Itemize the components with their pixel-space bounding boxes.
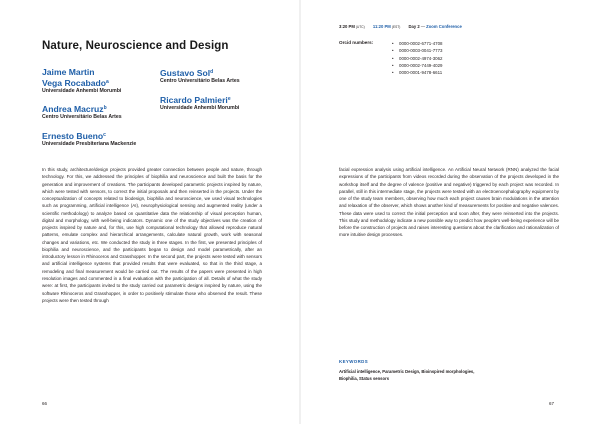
keywords-list: Artificial intelligence, Parametric Design, Bioinspired morphologies, Biophilia, Status sensors [339,369,475,381]
author-name: Ernesto Bueno$^c$ [42,131,106,141]
author-block-3 [42,130,136,148]
page-gutter [299,0,301,424]
author-affiliation: Universidade Presbiteriana Mackenzie [42,141,137,147]
author-affiliation: Universidade Anhembi Morumbi [42,88,122,94]
author-block-2 [42,103,122,121]
abstract-paragraph-continued: facial expression analysis using artificial intelligence. An Artificial Neural Network (RNN) analyzed the facial expressions of the participants from videos recorded during the observation of the projects developed in the workshop itself and the degree of valence (positive and negative) triggered by each project was recorded. In parallel, still in this intermediate stage, the projects were tested with an electroencephalography equipment by one of the study team members, observing how much each project causes brain modulations in the attention and relaxation of the observer, which shows another kind of measurements for positive and negative valences. These data were used to correct the initial perception and soon after, they were reinserted into the projects. This study and methodology indicate a new possible way to predict how people's well-being experience will be before the construction of projects and raises interesting questions about the clarification and rationalization of more intuitive design processes. [339,167,559,238]
abstract-right-column [339,166,559,239]
author-affiliation: Centro Universitário Belas Artes [42,114,122,120]
orcid-item: • 0000-0002-4974-3062 [392,55,443,61]
page-number-right: 67 [549,401,555,406]
keywords-heading: KEYWORDS [339,359,369,364]
orcid-item: • 0000-0002-6771-4708 [392,41,443,46]
orcid-item: • 0000-0003-0041-7773 [392,48,443,54]
bullet-icon: • [392,48,394,54]
bullet-icon: • [392,62,394,68]
author-affiliation: Centro Universitário Belas Artes [160,78,240,84]
author-name: Andrea Macruz$^b$ [42,104,107,114]
orcid-label: Orcid numbers: [339,40,374,45]
author-name: Jaime Martin [42,67,95,77]
orcid-item: • 0000-0001-9478-6611 [392,70,443,76]
author-affiliation: Universidade Anhembi Morumbi [160,105,240,111]
abstract-left-column [42,166,262,304]
author-name: Vega Rocabado$^a$ [42,78,109,88]
page-number-left: 66 [42,401,48,406]
orcid-list [392,40,442,76]
bullet-icon: • [392,70,394,76]
author-block-1 [42,67,121,95]
orcid-item: • 0000-0002-7449-4029 [392,62,443,68]
author-name: Ricardo Palmieri$^e$ [160,95,231,105]
session-info: 3:20 PM (UTC) 11:20 PM (EST) Day 2 — Zoom Conference [339,24,462,29]
author-name: Gustavo Sol$^d$ [160,68,214,78]
author-block-5 [160,94,239,112]
paper-title: Nature, Neuroscience and Design [42,40,229,52]
bullet-icon: • [392,55,394,61]
abstract-paragraph: In this study, architecture/design projects provided greater connection between people and nature, through technology. For this, we addressed the principles of biophilia and neuroscience and built the basis for the generation and improvement of creations. The participants developed parametric projects inspired by nature, which were tested with sensors, to correct the initial proposals and then reinserted in the projects. Under the conceptualization of concepts related to biodesign, biophilia and neuroscience, we used visual technologies such as programming, artificial intelligence (AI), neurophysiological sensing and augmented reality (under a scientific methodology) to analyze based on quantitative data the relationship of visual perception human, digital and morphology, with well-being indicators. Dynamic one of the study objectives was the creation of projects inspired by nature and, for this, use high computational technology that allowed reproduce natural patterns, emulate complex and hierarchical arrangements, calculate natural growth, work with seasonal changes and variations, etc. We conducted the study in three stages. In the first, we presented principles of biophilia and neuroscience, and the participants began to design and model parametrically, after an introductory lesson in Rhinoceros and Grasshopper. In the second part, the projects were tested with sensors and artificial intelligence systems that provided results that were evaluated, so that in the third stage, a remodeling and final measurement would be carried out. The results of the papers were presented in high resolution images and commented in a final evaluation with the participation of all. Details of what the study were: at first, the participants invited to the study carried out parametric designs inspired by nature, using the software Rhinoceros and Grasshopper, in order to positively stimulate those who observed the result. These projects were then tested through [42,167,262,303]
author-block-4 [160,67,240,85]
bullet-icon: • [392,41,394,46]
